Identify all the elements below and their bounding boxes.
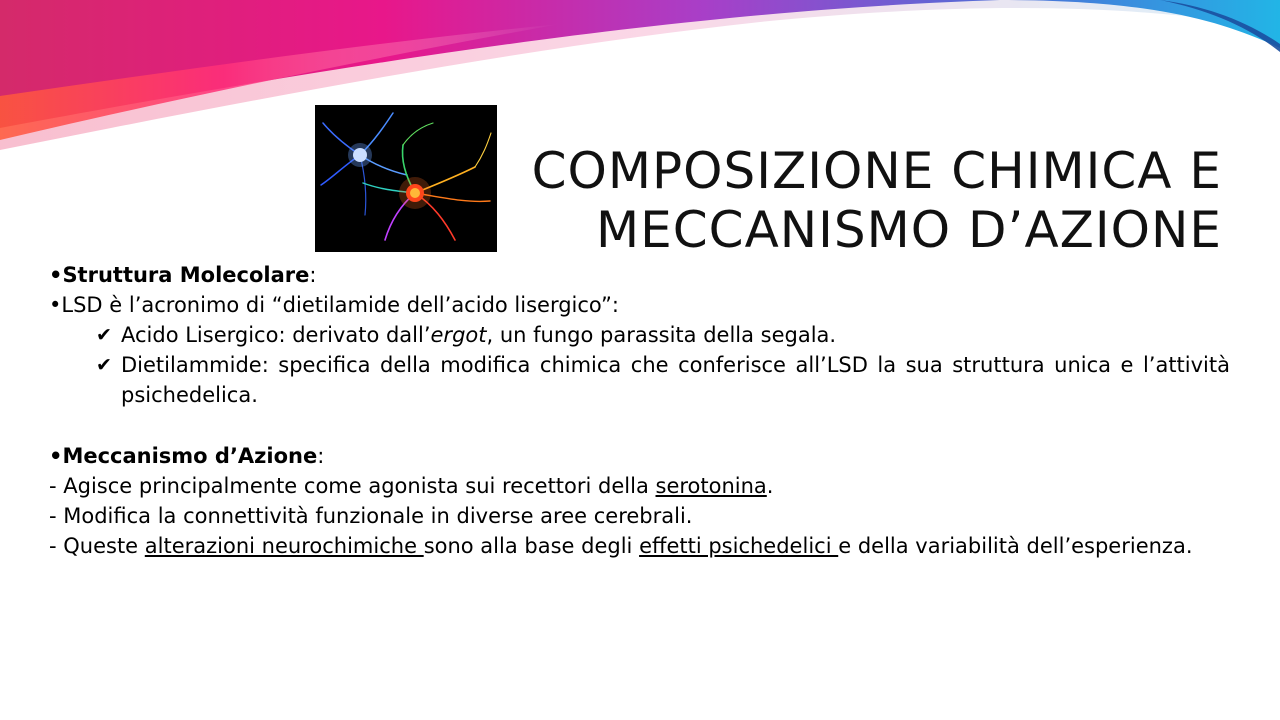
heading-text: Struttura Molecolare bbox=[62, 263, 310, 287]
title-line-1: COMPOSIZIONE CHIMICA E bbox=[531, 141, 1222, 200]
heading-colon: : bbox=[317, 444, 325, 468]
decorative-swoosh bbox=[0, 0, 1280, 160]
item-text: Acido Lisergico: derivato dall’ bbox=[121, 323, 431, 347]
bullet-glyph: • bbox=[49, 293, 62, 317]
section-heading-structure bbox=[49, 260, 1230, 290]
heading-colon: : bbox=[309, 263, 317, 287]
intro-line bbox=[49, 290, 1230, 320]
line-text: - Agisce principalmente come agonista sui recettori della bbox=[49, 474, 656, 498]
mechanism-line-2: - Modifica la connettività funzionale in diverse aree cerebrali. bbox=[49, 504, 693, 528]
mechanism-line-3 bbox=[49, 531, 1230, 561]
page-title bbox=[462, 142, 1222, 260]
check-item-dietilammide: ✔ Dietilammide: specifica della modifica chimica che conferisce all’LSD la sua struttura unica e l’attività psichedelica. bbox=[96, 350, 1230, 410]
check-item-acido bbox=[96, 320, 1230, 350]
check-list bbox=[49, 320, 1230, 410]
title-line-2: MECCANISMO D’AZIONE bbox=[596, 200, 1222, 259]
line-text: - Queste bbox=[49, 534, 145, 558]
bullet-glyph: • bbox=[49, 444, 63, 468]
effetti-link[interactable]: effetti psichedelici bbox=[639, 534, 839, 558]
slide-body bbox=[49, 260, 1230, 561]
bullet-glyph: • bbox=[49, 263, 63, 287]
heading-text: Meccanismo d’Azione bbox=[62, 444, 318, 468]
line-text-mid: sono alla base degli bbox=[423, 534, 640, 558]
intro-text: LSD è l’acronimo di “dietilamide dell’acido lisergico”: bbox=[61, 293, 619, 317]
spacer bbox=[49, 410, 1230, 441]
alterazioni-link[interactable]: alterazioni neurochimiche bbox=[144, 534, 424, 558]
serotonina-link[interactable]: serotonina bbox=[655, 474, 767, 498]
section-heading-mechanism bbox=[49, 441, 1230, 471]
mechanism-line-1 bbox=[49, 471, 1230, 501]
line-text-end: . bbox=[766, 474, 774, 498]
line-text-end: e della variabilità dell’esperienza. bbox=[838, 534, 1193, 558]
item-text-end: , un fungo parassita della segala. bbox=[486, 323, 837, 347]
item-italic: ergot bbox=[430, 323, 487, 347]
